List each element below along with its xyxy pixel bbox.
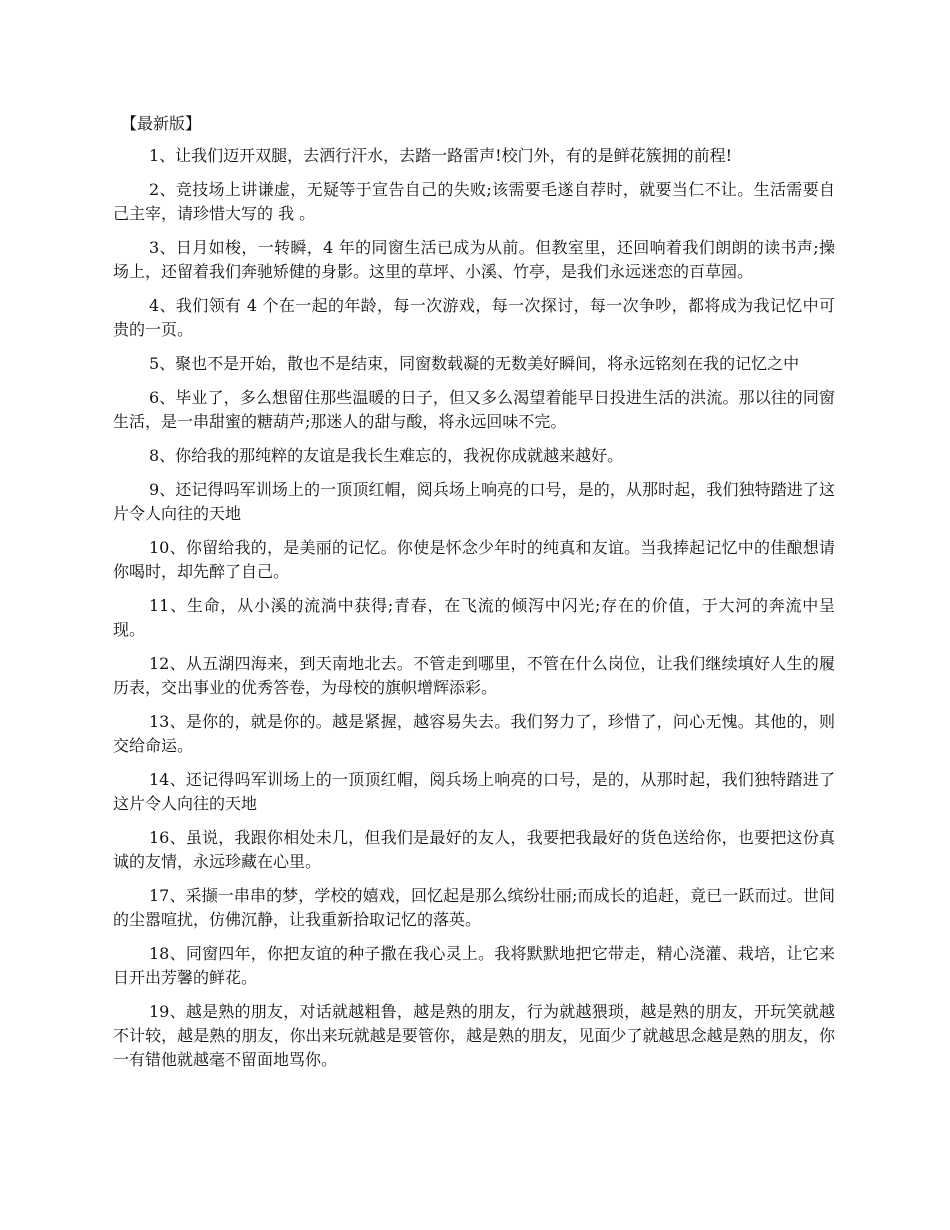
paragraph-list [113,144,835,1072]
paragraph: 19、越是熟的朋友，对话就越粗鲁，越是熟的朋友，行为就越猥琐，越是熟的朋友，开玩笑就越不计较，越是熟的朋友，你出来玩就越是要管你，越是熟的朋友，见面少了就越思念越是熟的朋友，你一有错他就越毫不留面地骂你。 [113,1002,835,1069]
paragraph: 10、你留给我的，是美丽的记忆。你使是怀念少年时的纯真和友谊。当我捧起记忆中的佳酿想请你喝时，却先醉了自己。 [113,538,835,581]
paragraph: 12、从五湖四海来，到天南地北去。不管走到哪里，不管在什么岗位，让我们继续填好人生的履历表，交出事业的优秀答卷，为母校的旗帜增辉添彩。 [113,654,835,697]
paragraph: 18、同窗四年，你把友谊的种子撒在我心灵上。我将默默地把它带走，精心浇灌、栽培，让它来日开出芳馨的鲜花。 [113,944,835,987]
paragraph: 14、还记得吗军训场上的一顶顶红帽，阅兵场上响亮的口号，是的，从那时起，我们独特踏进了这片令人向往的天地 [113,770,835,813]
paragraph: 3、日月如梭，一转瞬，4 年的同窗生活已成为从前。但教室里，还回响着我们朗朗的读书声;操场上，还留着我们奔驰矫健的身影。这里的草坪、小溪、竹亭，是我们永远迷恋的百草园。 [113,238,835,281]
paragraph: 17、采撷一串串的梦，学校的嬉戏，回忆起是那么缤纷壮丽;而成长的追赶，竟已一跃而过。世间的尘嚣喧扰，仿佛沉静，让我重新拾取记忆的落英。 [113,886,835,929]
paragraph: 8、你给我的那纯粹的友谊是我长生难忘的，我祝你成就越来越好。 [149,446,624,465]
paragraph: 6、毕业了，多么想留住那些温暖的日子，但又多么渴望着能早日投进生活的洪流。那以往的同窗生活，是一串甜蜜的糖葫芦;那迷人的甜与酸，将永远回味不完。 [113,388,835,431]
paragraph: 5、聚也不是开始，散也不是结束，同窗数载凝的无数美好瞬间，将永远铭刻在我的记忆之中 [149,354,800,373]
paragraph: 1、让我们迈开双腿，去洒行汗水，去踏一路雷声!校门外，有的是鲜花簇拥的前程! [149,146,733,165]
paragraph: 2、竞技场上讲谦虚，无疑等于宣告自己的失败;该需要毛遂自荐时，就要当仁不让。生活需要自己主宰，请珍惜大写的 我 。 [113,180,835,223]
paragraph: 13、是你的，就是你的。越是紧握，越容易失去。我们努力了，珍惜了，问心无愧。其他的，则交给命运。 [113,712,835,755]
document-body [113,112,835,1082]
paragraph: 16、虽说，我跟你相处未几，但我们是最好的友人，我要把我最好的货色送给你，也要把这份真诚的友情，永远珍藏在心里。 [113,828,835,871]
paragraph: 4、我们领有 4 个在一起的年龄，每一次游戏，每一次探讨，每一次争吵，都将成为我记忆中可贵的一页。 [113,296,835,339]
paragraph: 11、生命，从小溪的流淌中获得;青春，在飞流的倾泻中闪光;存在的价值，于大河的奔流中呈现。 [113,596,835,639]
paragraph: 9、还记得吗军训场上的一顶顶红帽，阅兵场上响亮的口号，是的，从那时起，我们独特踏进了这片令人向往的天地 [113,480,835,523]
document-heading: 【最新版】 [121,114,202,133]
